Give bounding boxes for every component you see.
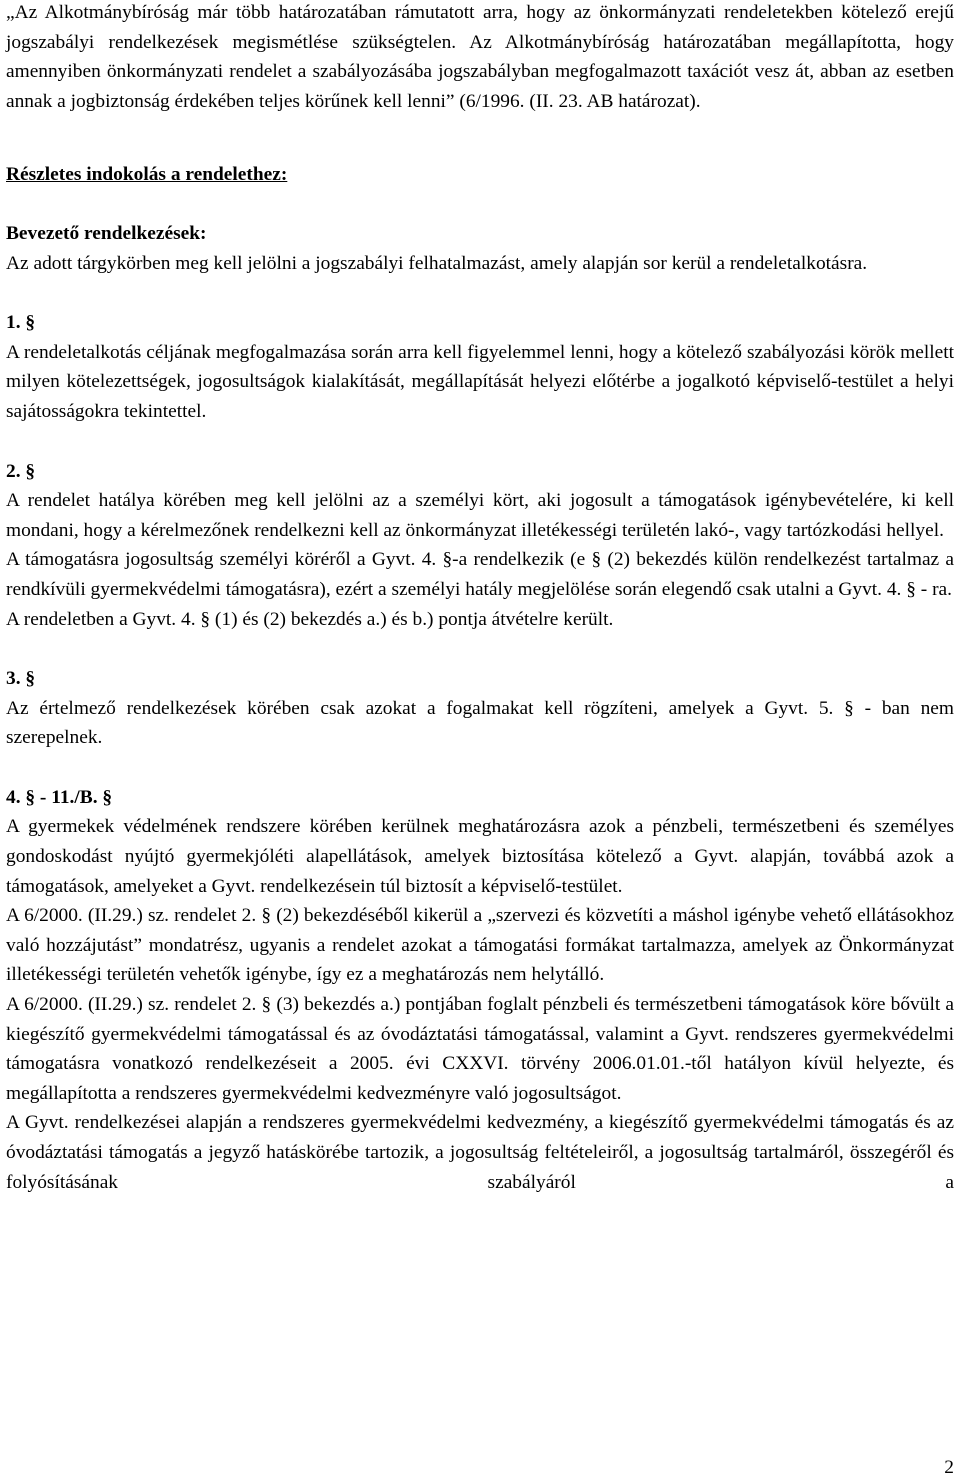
preamble-text: Az adott tárgykörben meg kell jelölni a jogszabályi felhatalmazást, amely alapján sor kerül a rendeletalkotásra. [6,252,868,274]
section-1-text: A rendeletalkotás céljának megfogalmazása során arra kell figyelemmel lenni, hogy a kötelező szabályozási körök mellett milyen kötelezettségek, jogosultságok kialakítását, megállapítását helyezi előtérbe a jogalkotó képviselő-testület a helyi sajátosságokra tekintettel. [6,341,954,422]
section-4-paragraph: A 6/2000. (II.29.) sz. rendelet 2. § (3) bekezdés a.) pontjában foglalt pénzbeli és természetbeni támogatások köre bővült a kiegészítő gyermekvédelmi támogatással és az óvodáztatási támogatással, valamint a Gyvt. rendszeres gyermekvédelmi támogatásra vonatkozó rendelkezéseit a 2005. évi CXXVI. törvény 2006.01.01.-től hatályon kívül helyezte, és megállapította a rendszeres gyermekvédelmi kedvezményre való jogosultságot. [6,994,954,1104]
section-4-paragraph: A gyermekek védelmének rendszere körében kerülnek meghatározásra azok a pénzbeli, természetbeni és személyes gondoskodást nyújtó gyermekjóléti alapellátások, amelyek biztosítása kötelező a Gyvt. alapján, továbbá azok a támogatások, amelyeket a Gyvt. rendelkezésein túl biztosít a képviselő-testület. [6,816,954,897]
section-4-paragraph: A 6/2000. (II.29.) sz. rendelet 2. § (2) bekezdéséből kikerül a „szervezi és közvetíti a máshol igénybe vehető ellátásokhoz való hozzájutást” mondatrész, ugyanis a rendelet azokat a támogatási formákat tartalmazza, amelyek az Önkormányzat illetékességi területén vehetők igénybe, így ez a meghatározás nem helytálló. [6,905,954,986]
section-3-title: 3. § [6,668,36,690]
section-3-text: Az értelmező rendelkezések körében csak azokat a fogalmakat kell rögzíteni, amelyek a Gyvt. 5. § - ban nem szerepelnek. [6,697,954,749]
section-2-paragraph: A támogatásra jogosultság személyi köréről a Gyvt. 4. §-a rendelkezik (e § (2) bekezdés külön rendelkezést tartalmaz a rendkívüli gyermekvédelmi támogatásra), ezért a személyi hatály megjelölése során elegendő csak utalni a Gyvt. 4. § - ra. [6,549,954,600]
section-4-paragraph: A Gyvt. rendelkezései alapján a rendszeres gyermekvédelmi kedvezmény, a kiegészítő gyermekvédelmi támogatás és az óvodáztatási támogatás a jegyző hatáskörébe tartozik, a jogosultság feltételeiről, a jogosultság tartalmáról, összegéről és folyósításának szabályáról a [6,1112,954,1193]
section-heading: Részletes indokolás a rendelethez: [6,164,288,186]
section-2-title: 2. § [6,460,36,482]
intro-paragraph: „Az Alkotmánybíróság már több határozatában rámutatott arra, hogy az önkormányzati rendeletekben kötelező erejű jogszabályi rendelkezések megismétlése szükségtelen. Az Alkotmánybíróság határozatában megállapította, hogy amennyiben önkormányzati rendelet a szabályozásába jogszabályban megfogalmazott taxációt vesz át, abban az esetben annak a jogbiztonság érdekében teljes körűnek kell lenni” (6/1996. (II. 23. AB határozat). [6,2,954,112]
section-2-paragraph: A rendelet hatálya körében meg kell jelölni az a személyi kört, aki jogosult a támogatások igénybevételére, ki kell mondani, hogy a kérelmezőnek rendelkezni kell az önkormányzat illetékességi területén lakó-, vagy tartózkodási hellyel. [6,490,954,541]
section-2-paragraph: A rendeletben a Gyvt. 4. § (1) és (2) bekezdés a.) és b.) pontja átvételre került. [6,608,614,630]
preamble-title: Bevezető rendelkezések: [6,222,207,244]
page-number: 2 [944,1457,954,1478]
document-page [6,0,954,1197]
section-4-title: 4. § - 11./B. § [6,786,113,808]
section-1-title: 1. § [6,312,36,334]
